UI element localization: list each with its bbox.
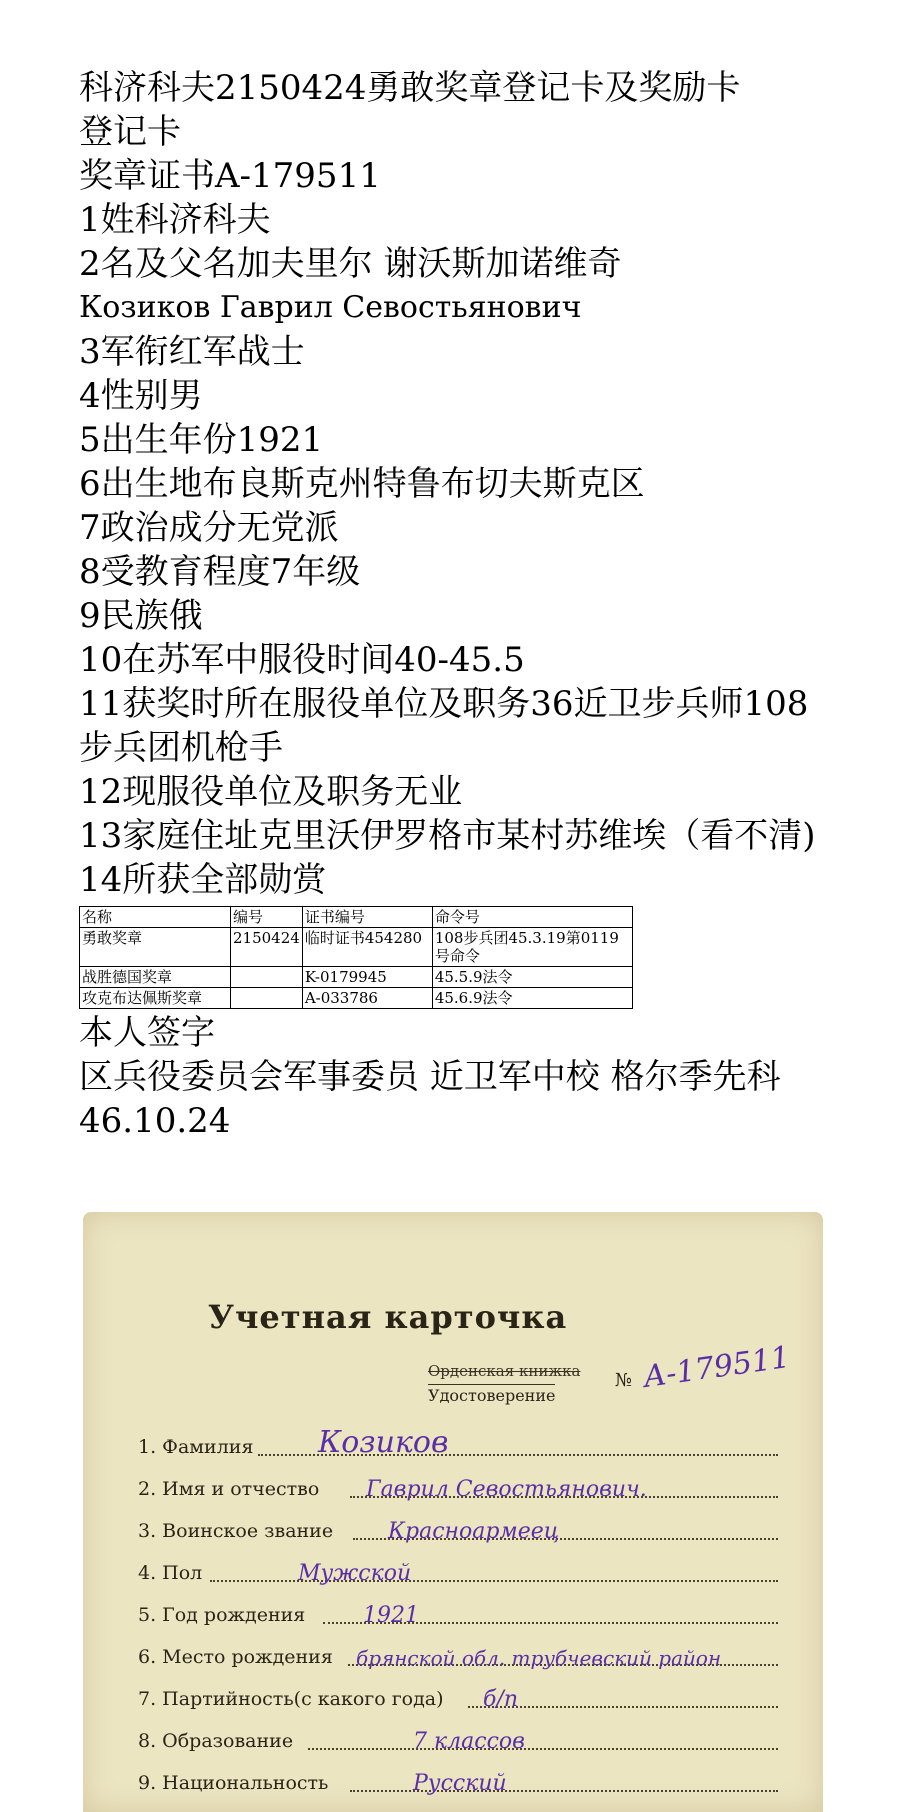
card-row-value: б/п [483,1687,519,1712]
card-title: Учетная карточка [208,1298,568,1336]
table-header-cell: 证书编号 [302,907,432,928]
card-row [138,1590,778,1630]
table-header-cell: 命令号 [432,907,632,928]
birth-year-line: 5出生年份1921 [79,420,324,460]
certificate-line: 奖章证书A-179511 [79,156,381,196]
awards-heading-line: 14所获全部勋赏 [79,860,327,900]
table-cell [231,988,303,1009]
card-row [138,1632,778,1672]
card-certificate-label: Удостоверение [428,1386,556,1405]
nationality-line: 9民族俄 [79,596,203,636]
card-row-value: Русский [413,1771,507,1796]
table-cell: 战胜德国奖章 [80,967,231,988]
card-row-label: 6. Место рождения [138,1646,333,1668]
card-row-value: Гаврил Севостьянович. [366,1477,647,1502]
table-cell: 45.5.9法令 [432,967,632,988]
heading-line: 科济科夫2150424勇敢奖章登记卡及奖励卡 [79,68,741,108]
card-row [138,1464,778,1504]
transcription [79,66,839,1143]
date-line: 46.10.24 [79,1101,231,1141]
scanned-card-image [83,1212,823,1812]
card-orden-book-struck: Орденская книжка [428,1362,581,1380]
current-unit-line: 12现服役单位及职务无业 [79,772,463,812]
card-row-value: Мужской [298,1561,412,1586]
card-row-label: 2. Имя и отчество [138,1478,320,1500]
card-row [138,1422,778,1462]
russian-name-line: Козиков Гаврил Севостьянович [79,290,582,325]
service-period-line: 10在苏军中服役时间40-45.5 [79,640,525,680]
table-header-row [80,907,633,928]
table-header-cell: 名称 [80,907,231,928]
card-row [138,1758,778,1798]
table-cell: 勇敢奖章 [80,928,231,967]
table-row [80,928,633,967]
table-cell: 临时证书454280 [302,928,432,967]
card-row [138,1716,778,1756]
table-row [80,988,633,1009]
table-cell: 45.6.9法令 [432,988,632,1009]
table-cell: K-0179945 [302,967,432,988]
card-row-value: 1921 [363,1603,419,1628]
table-cell: 108步兵团45.3.19第0119号命令 [432,928,632,967]
home-address-line: 13家庭住址克里沃伊罗格市某村苏维埃（看不清) [79,816,816,856]
table-row [80,967,633,988]
rank-line: 3军衔红军战士 [79,332,305,372]
card-row-label: 5. Год рождения [138,1604,306,1626]
table-cell [231,967,303,988]
commissar-line: 区兵役委员会军事委员 近卫军中校 格尔季先科 [79,1057,781,1097]
signature-line: 本人签字 [79,1013,215,1053]
card-row-value: Козиков [318,1425,449,1460]
table-cell: A-033786 [302,988,432,1009]
table-cell: 攻克布达佩斯奖章 [80,988,231,1009]
card-row-label: 4. Пол [138,1562,203,1584]
card-row-label: 8. Образование [138,1730,294,1752]
name-patronymic-line: 2名及父名加夫里尔 谢沃斯加诺维奇 [79,244,622,284]
card-row-label: 7. Партийность(с какого года) [138,1688,444,1710]
birthplace-line: 6出生地布良斯克州特鲁布切夫斯克区 [79,464,645,504]
card-number-value: А-179511 [641,1339,793,1396]
card-row-label: 3. Воинское звание [138,1520,334,1542]
surname-line: 1姓科济科夫 [79,200,271,240]
card-row [138,1548,778,1588]
card-type-line: 登记卡 [79,112,181,152]
card-row-label: 9. Национальность [138,1772,329,1794]
card-row-value: 7 классов [413,1729,525,1754]
card-row-line [308,1748,778,1750]
sex-line: 4性别男 [79,376,203,416]
education-line: 8受教育程度7年级 [79,552,361,592]
table-cell: 2150424 [231,928,303,967]
party-line: 7政治成分无党派 [79,508,339,548]
card-row-value: Красноармеец [388,1519,560,1544]
unit-at-award-line: 11获奖时所在服役单位及职务36近卫步兵师108步兵团机枪手 [79,684,809,768]
table-header-cell: 编号 [231,907,303,928]
card-row-line [210,1580,778,1582]
card-row [138,1674,778,1714]
card-number-label: № [615,1370,633,1391]
card-row [138,1506,778,1546]
card-row-value: брянской обл. трубчевский район [356,1646,722,1670]
awards-table [79,906,633,1009]
card-row-label: 1. Фамилия [138,1436,254,1458]
